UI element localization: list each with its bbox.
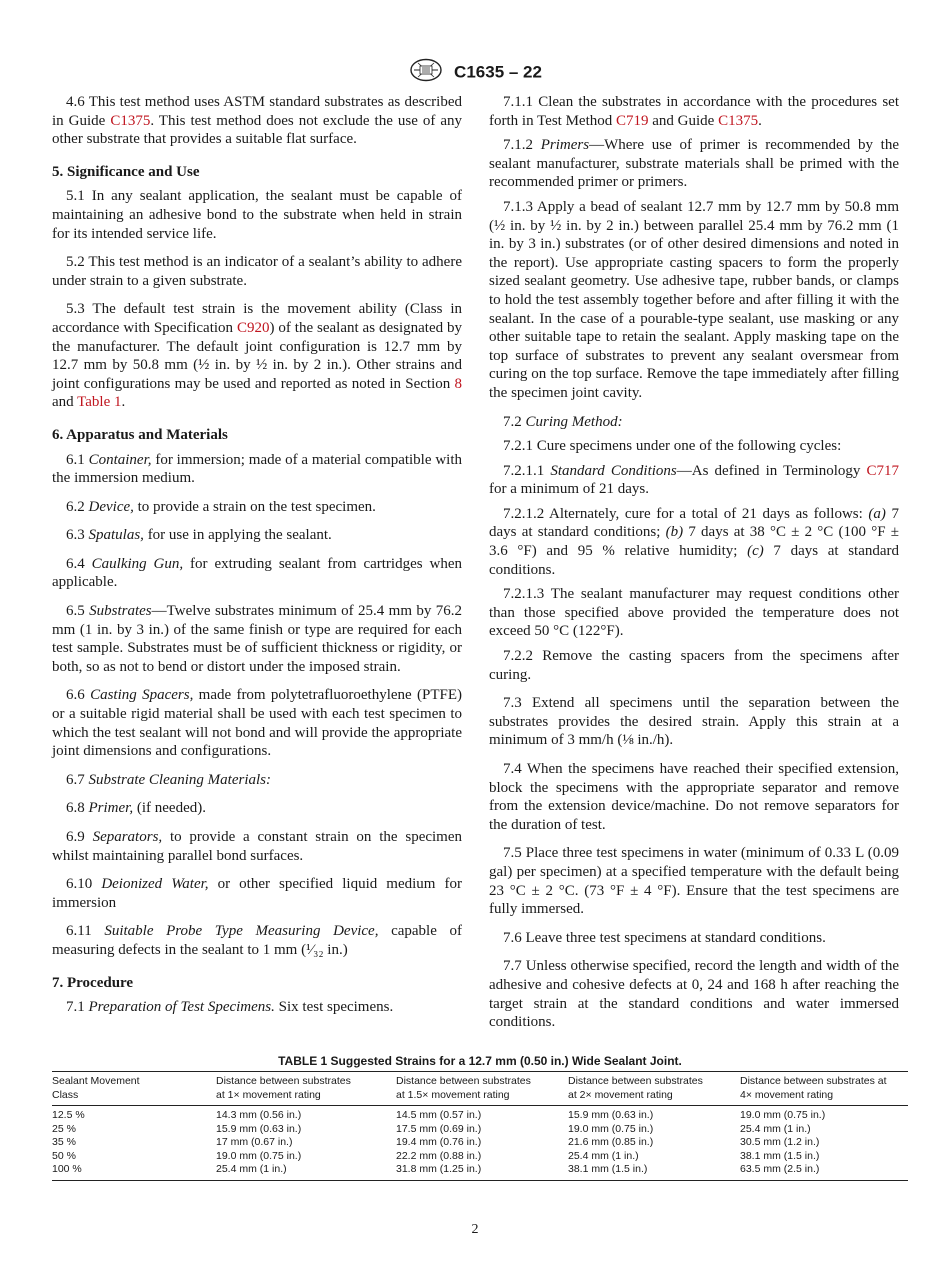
table-cell: 21.6 mm (0.85 in.): [568, 1136, 654, 1148]
table-row: [52, 1163, 908, 1180]
table-cell: 17.5 mm (0.69 in.): [396, 1122, 482, 1135]
ref-link-table-1[interactable]: Table 1: [77, 394, 122, 411]
table-cell: 22.2 mm (0.88 in.): [396, 1149, 482, 1162]
page-header: [0, 58, 950, 87]
document-designation: C1635 – 22: [454, 62, 542, 82]
table-cell: 19.0 mm (0.75 in.): [216, 1149, 302, 1162]
table-cell: 35 %: [52, 1136, 76, 1148]
table-title: TABLE 1 Suggested Strains for a 12.7 mm (0.50 in.) Wide Sealant Joint.: [278, 1054, 682, 1068]
section-heading-6: 6. Apparatus and Materials: [52, 426, 228, 443]
paragraph-6-5: 6.5 Substrates—Twelve substrates minimum of 25.4 mm by 76.2 mm (1 in. by 3 in.) of the same finish or type are required for each test sample. Substrates must be of sufficient thickness or rigidity, or both, so as not to bend or distort under the imposed strain.: [52, 603, 462, 675]
ref-link-section-8[interactable]: 8: [454, 375, 462, 392]
table-header-cell: Distance between substrates at 1.5× movement rating: [396, 1072, 568, 1106]
paragraph-6-6: 6.6 Casting Spacers, made from polytetrafluoroethylene (PTFE) or a suitable rigid material shall be used with each test specimen to which the test sealant will not bond and will provide the appropriate joint dimensions and configurations.: [52, 687, 463, 760]
table-cell: 12.5 %: [52, 1109, 85, 1121]
paragraph-6-9: 6.9 Separators, to provide a constant strain on the specimen whilst maintaining parallel bond surfaces.: [52, 829, 463, 864]
ref-link-c719[interactable]: C719: [616, 112, 649, 129]
table-cell: 17 mm (0.67 in.): [216, 1136, 293, 1148]
section-heading-7: 7. Procedure: [52, 974, 134, 991]
table-cell: 19.0 mm (0.75 in.): [568, 1122, 654, 1135]
table-cell: 30.5 mm (1.2 in.): [740, 1136, 820, 1148]
strain-table: [52, 1071, 908, 1181]
table-row: [52, 1150, 908, 1164]
paragraph-7-5: 7.5 Place three test specimens in water (minimum of 0.33 L (0.09 gal) per specimen) at a specified temperature with the default being 23 °C ± 2 °C. (73 °F ± 4 °F). Ensure that the test specimens are fully immersed.: [489, 845, 899, 918]
paragraph-7-1: 7.1 Preparation of Test Specimens. Six test specimens.: [66, 999, 394, 1016]
paragraph-6-1: 6.1 Container, for immersion; made of a material compatible with the immersion medium.: [52, 451, 463, 487]
paragraph-4-6: 4.6 This test method uses ASTM standard substrates as described in Guide C1375. This test method does not exclude the use of any other substrate that provides a suitable flat surface.: [52, 94, 462, 148]
paragraph-6-8: 6.8 Primer, (if needed).: [66, 800, 206, 817]
table-header-row: [52, 1072, 908, 1106]
paragraph-6-2: 6.2 Device, to provide a strain on the test specimen.: [66, 498, 376, 515]
paragraph-7-2-2: 7.2.2 Remove the casting spacers from the specimens after curing.: [489, 648, 899, 683]
paragraph-6-3: 6.3 Spatulas, for use in applying the sealant.: [66, 527, 332, 544]
table-cell: 25.4 mm (1 in.): [216, 1163, 396, 1180]
table-header-cell: Distance between substrates at 4× movement rating: [740, 1072, 908, 1106]
paragraph-7-6: 7.6 Leave three test specimens at standard conditions.: [503, 929, 826, 946]
table-cell: 31.8 mm (1.25 in.): [396, 1163, 568, 1180]
paragraph-7-2-1-3: 7.2.1.3 The sealant manufacturer may request conditions other than those specified above provided the temperature does not exceed 50 °C (122°F).: [489, 586, 899, 640]
paragraph-6-7: 6.7 Substrate Cleaning Materials:: [66, 771, 271, 788]
left-column: [52, 93, 462, 1023]
section-heading-5: 5. Significance and Use: [52, 163, 200, 180]
table-cell: 38.1 mm (1.5 in.): [568, 1163, 740, 1180]
paragraph-7-1-1: 7.1.1 Clean the substrates in accordance with the procedures set forth in Test Method C719 and Guide C1375.: [489, 94, 899, 129]
paragraph-7-1-3: 7.1.3 Apply a bead of sealant 12.7 mm by 12.7 mm by 50.8 mm (½ in. by ½ in. by 2 in.) between parallel 25.4 mm by 76.2 mm (1 in. by 3 in.) substrates (or of other desired dimensions and noted in the report). Use appropriate casting spacers to form the properly sized sealant geometry. Use adhesive tape, rubber bands, or clamps to hold the test assembly together before and after filling it with the sealant. In the case of a pourable-type sealant, use masking or any other suitable tape to retain the sealant. Apply masking tape on the top surface of substrates to prevent any sealant oversmear from curing on the top surface. Remove the tape immediately after filling the specimen joint cavity.: [489, 198, 899, 401]
paragraph-7-2-1-1: 7.2.1.1 Standard Conditions—As defined in Terminology C717 for a minimum of 21 days.: [489, 462, 900, 498]
table-cell: 63.5 mm (2.5 in.): [740, 1163, 908, 1180]
paragraph-6-4: 6.4 Caulking Gun, for extruding sealant from cartridges when applicable.: [52, 555, 462, 591]
table-cell: 15.9 mm (0.63 in.): [568, 1109, 654, 1121]
table-cell: 14.5 mm (0.57 in.): [396, 1109, 482, 1121]
table-cell: 25.4 mm (1 in.): [740, 1122, 811, 1135]
table-cell: 25.4 mm (1 in.): [568, 1149, 639, 1162]
page-number: 2: [471, 1222, 479, 1237]
right-column: [489, 93, 899, 1038]
astm-logo-icon: [408, 58, 444, 87]
table-header-cell: Distance between substrates at 1× movement rating: [216, 1072, 396, 1106]
ref-link-c1375[interactable]: C1375: [718, 112, 759, 129]
table-cell: 100 %: [52, 1163, 216, 1180]
paragraph-5-1: 5.1 In any sealant application, the sealant must be capable of maintaining an adhesive bond to the substrate when held in strain for its intended service life.: [52, 188, 462, 242]
table-header-cell: Sealant Movement Class: [52, 1072, 216, 1106]
table-row: [52, 1123, 908, 1137]
table-cell: 25 %: [52, 1122, 76, 1135]
paragraph-7-3: 7.3 Extend all specimens until the separation between the substrates provides the desired strain. Apply this strain at a minimum of 3 mm/h (⅛ in./h).: [489, 695, 899, 749]
ref-link-c1375[interactable]: C1375: [110, 112, 151, 129]
table-row: [52, 1136, 908, 1150]
paragraph-5-3: 5.3 The default test strain is the movement ability (Class in accordance with Specification C920) of the sealant as designated by the manufacturer. The default joint configuration is 12.7 mm by 12.7 mm by 50.8 mm (½ in. by ½ in. by 2 in.). Other strains and joint configurations may be used and reported as noted in Section 8 and Table 1.: [52, 301, 463, 411]
paragraph-5-2: 5.2 This test method is an indicator of a sealant’s ability to adhere under strain to a given substrate.: [52, 254, 462, 289]
table-cell: 38.1 mm (1.5 in.): [740, 1149, 820, 1162]
table-cell: 19.0 mm (0.75 in.): [740, 1109, 826, 1121]
paragraph-7-4: 7.4 When the specimens have reached their specified extension, block the specimens with the appropriate separator and remove from the extension device/machine. Do not remove separators for the duration of test.: [489, 761, 899, 833]
table-header-cell: Distance between substrates at 2× movement rating: [568, 1072, 740, 1106]
table-cell: 15.9 mm (0.63 in.): [216, 1122, 302, 1135]
paragraph-7-2-1: 7.2.1 Cure specimens under one of the following cycles:: [503, 438, 842, 455]
paragraph-6-10: 6.10 Deionized Water, or other specified liquid medium for immersion: [52, 876, 462, 911]
paragraph-7-2: 7.2 Curing Method:: [503, 413, 623, 430]
ref-link-c717[interactable]: C717: [866, 462, 900, 479]
table-cell: 14.3 mm (0.56 in.): [216, 1109, 302, 1121]
paragraph-7-2-1-2: 7.2.1.2 Alternately, cure for a total of 21 days as follows: (a) 7 days at standard conditions; (b) 7 days at 38 °C ± 2 °C (100 °F ± 3.6 °F) and 95 % relative humidity; (c) 7 days at standard conditions.: [489, 505, 900, 578]
paragraph-7-1-2: 7.1.2 Primers—Where use of primer is recommended by the sealant manufacturer, substrate materials shall be primed with the recommended primer or primers.: [489, 137, 900, 191]
table-cell: 50 %: [52, 1149, 76, 1162]
paragraph-7-7: 7.7 Unless otherwise specified, record the length and width of the adhesive and cohesive defects at 0, 24 and 168 h after reaching the target strain at the standard conditions and water immersed conditions.: [489, 958, 899, 1031]
paragraph-6-11: 6.11 Suitable Probe Type Measuring Device, capable of measuring defects in the sealant to 1 mm (¹⁄₃₂ in.): [52, 923, 462, 958]
ref-link-c920[interactable]: C920: [236, 319, 270, 336]
table-row: [52, 1106, 908, 1123]
table-cell: 19.4 mm (0.76 in.): [396, 1136, 482, 1148]
